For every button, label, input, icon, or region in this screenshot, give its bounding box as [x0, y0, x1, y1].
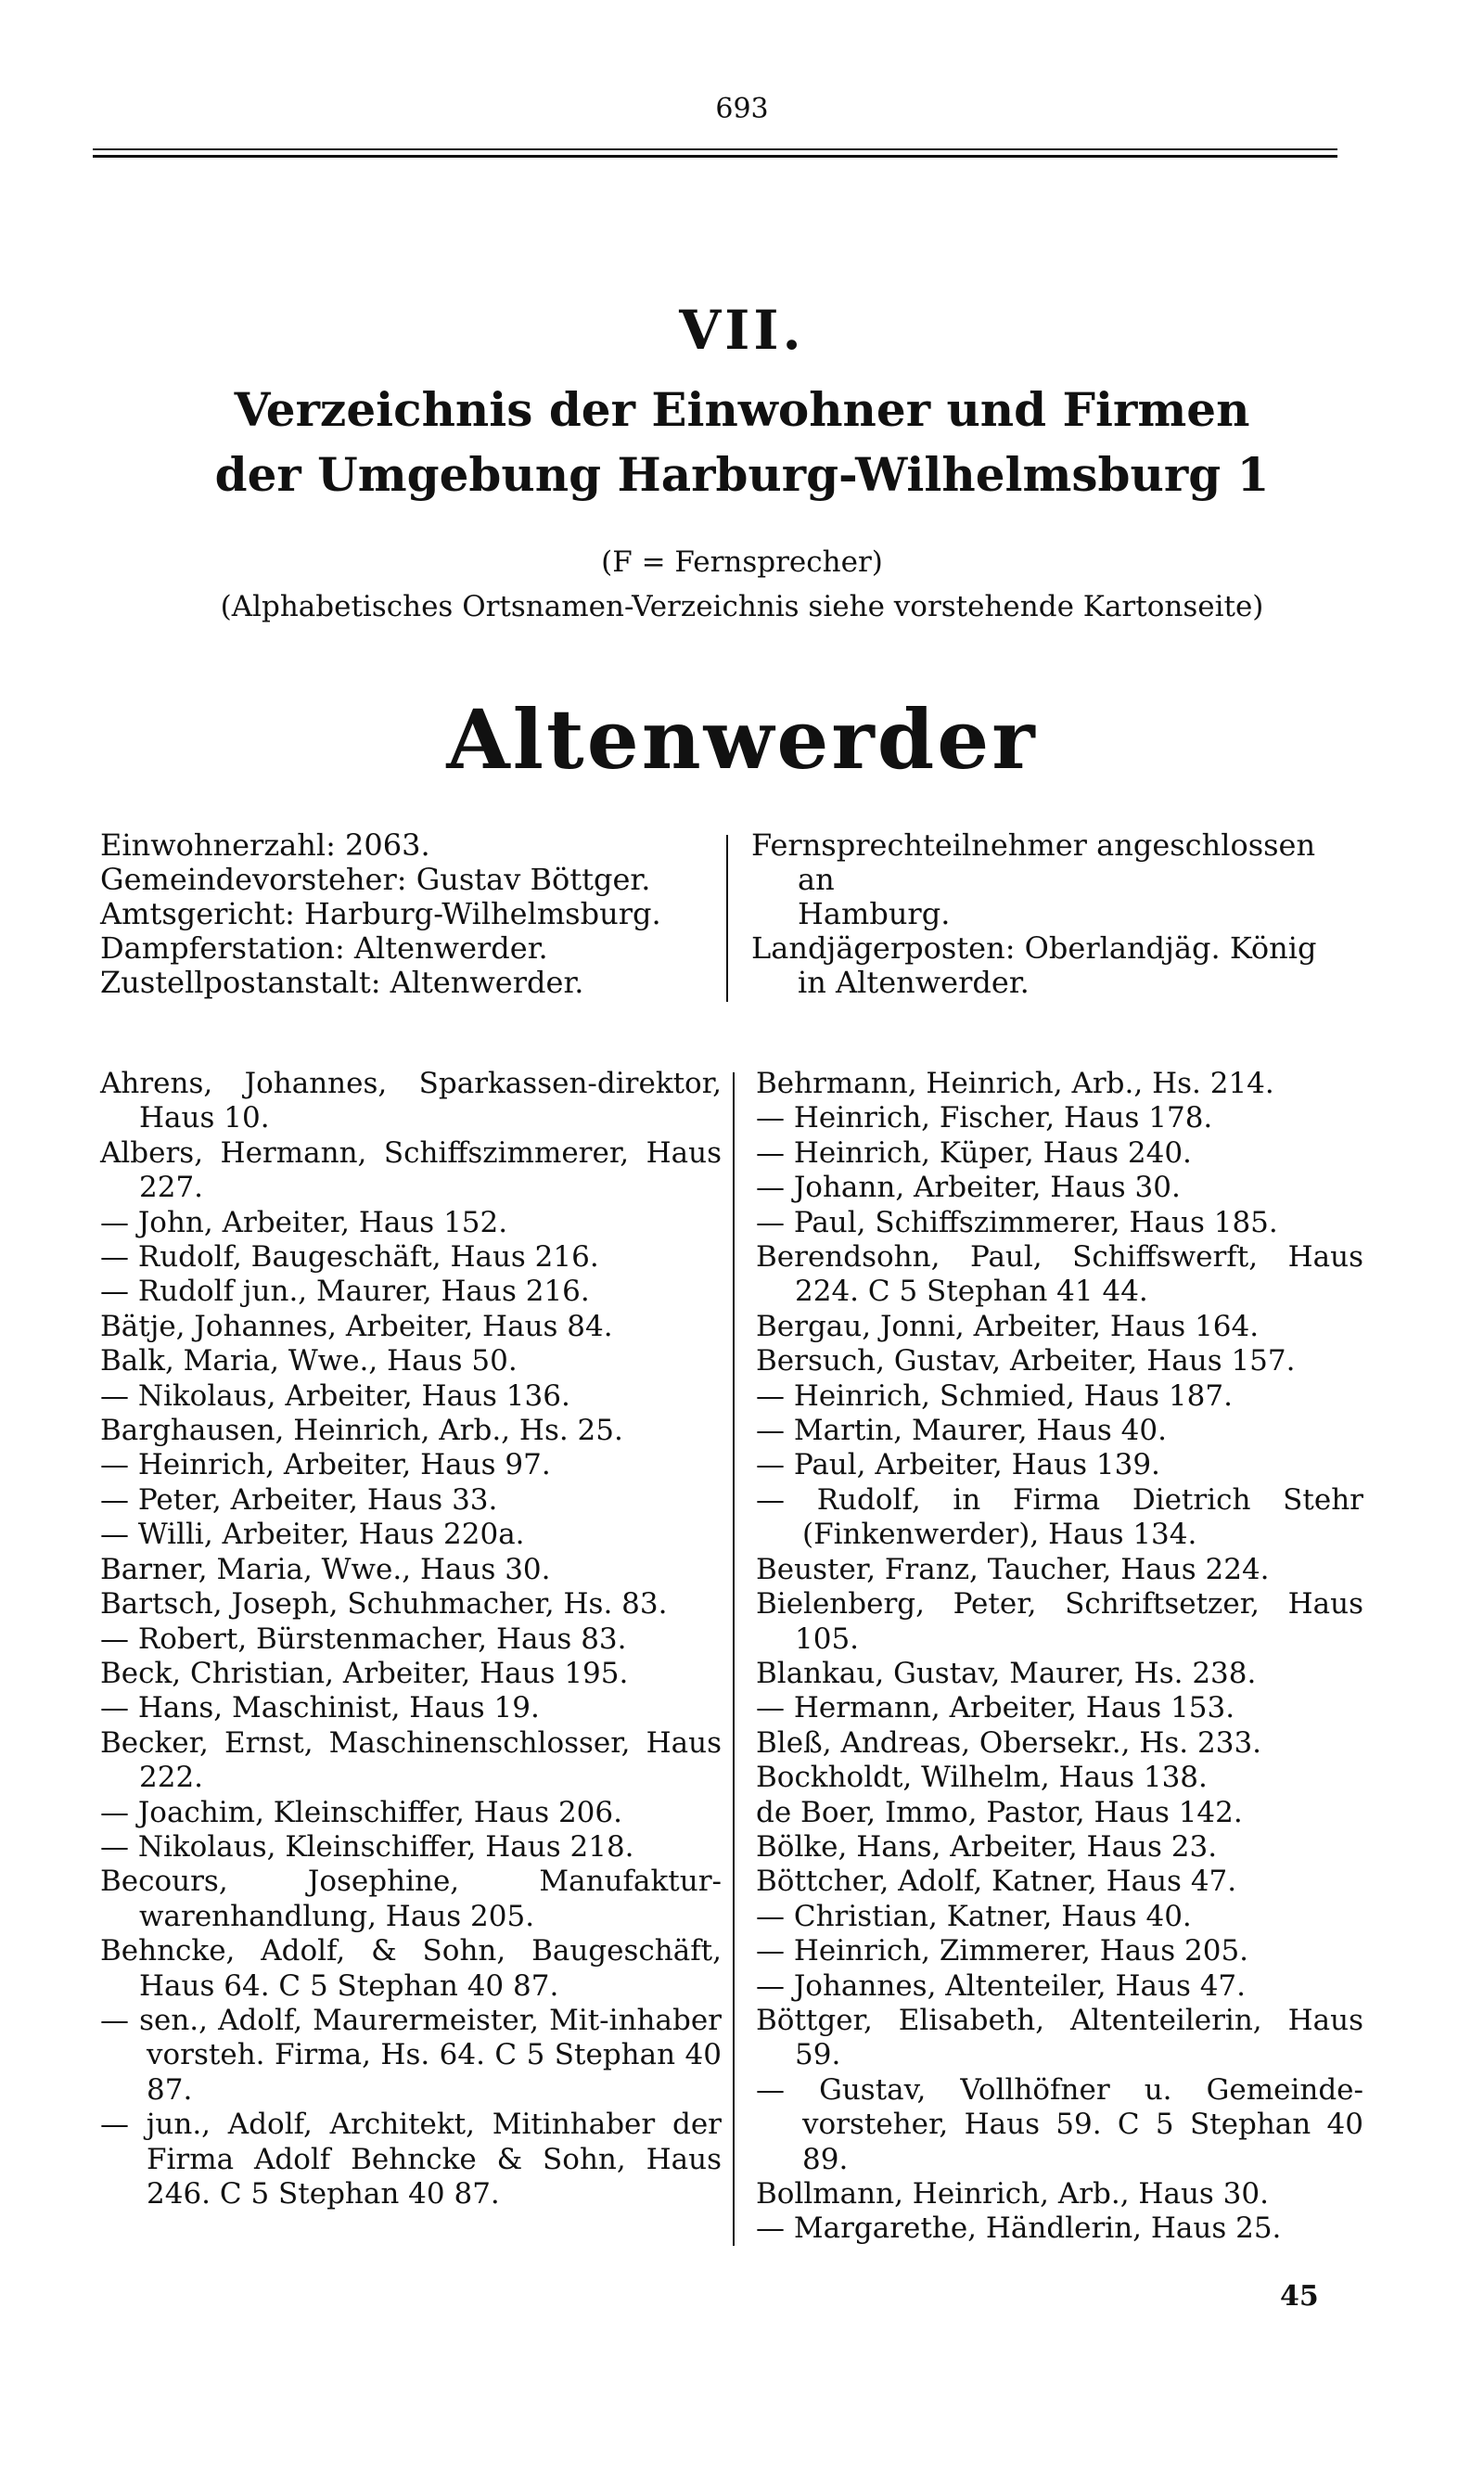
section-title-line1: Verzeichnis der Einwohner und Firmen	[234, 382, 1250, 437]
fact-line: in Altenwerder.	[798, 965, 1030, 1000]
directory-entry: — Nikolaus, Kleinschiffer, Haus 218.	[100, 1830, 722, 1865]
directory-entry: Beuster, Franz, Taucher, Haus 224.	[756, 1552, 1270, 1586]
header-rule-thin	[93, 148, 1337, 150]
directory-entry: Bielenberg, Peter, Schriftsetzer, Haus 105.	[756, 1587, 1363, 1656]
directory-entry: — Nikolaus, Arbeiter, Haus 136.	[100, 1379, 722, 1414]
fact-line: Gemeindevorsteher: Gustav Böttger.	[100, 862, 651, 897]
directory-entry: — Christian, Katner, Haus 40.	[756, 1900, 1363, 1934]
facts-right	[751, 828, 1354, 1000]
directory-entry: — sen., Adolf, Maurermeister, Mit-inhaber vorsteh. Firma, Hs. 64. C 5 Stephan 40 87.	[100, 2004, 722, 2108]
directory-entry: Blankau, Gustav, Maurer, Hs. 238.	[756, 1656, 1257, 1690]
directory-entry: Böttcher, Adolf, Katner, Haus 47.	[756, 1865, 1237, 1899]
fact-line: Zustellpostanstalt: Altenwerder.	[100, 965, 584, 1000]
directory-entry: Bockholdt, Wilhelm, Haus 138.	[756, 1761, 1208, 1795]
index-note: (Alphabetisches Ortsnamen-Verzeichnis siehe vorstehende Kartonseite)	[220, 590, 1264, 623]
directory-column-right	[756, 1067, 1363, 2247]
directory-entry: de Boer, Immo, Pastor, Haus 142.	[756, 1795, 1243, 1829]
directory-entry: — Rudolf jun., Maurer, Haus 216.	[100, 1275, 722, 1309]
facts-divider	[726, 835, 728, 1002]
directory-entry: Beck, Christian, Arbeiter, Haus 195.	[100, 1656, 629, 1690]
directory-entry: — Johannes, Altenteiler, Haus 47.	[756, 1969, 1363, 2004]
abbreviation-note: (F = Fernsprecher)	[601, 545, 883, 579]
directory-entry: Balk, Maria, Wwe., Haus 50.	[100, 1344, 518, 1378]
directory-entry: — Margarethe, Händlerin, Haus 25.	[756, 2211, 1363, 2246]
directory-entry: — Johann, Arbeiter, Haus 30.	[756, 1171, 1363, 1205]
directory-entry: — Joachim, Kleinschiffer, Haus 206.	[100, 1796, 722, 1830]
directory-entry: — Gustav, Vollhöfner u. Gemeinde-vorsteher, Haus 59. C 5 Stephan 40 89.	[756, 2073, 1363, 2177]
directory-entry: — Rudolf, in Firma Dietrich Stehr (Finkenwerder), Haus 134.	[756, 1483, 1363, 1553]
directory-entry: Albers, Hermann, Schiffszimmerer, Haus 227.	[100, 1135, 722, 1205]
directory-entry: Behncke, Adolf, & Sohn, Baugeschäft, Haus 64. C 5 Stephan 40 87.	[100, 1934, 722, 2003]
directory-entry: Bartsch, Joseph, Schuhmacher, Hs. 83.	[100, 1587, 668, 1622]
directory-entry: Bollmann, Heinrich, Arb., Haus 30.	[756, 2177, 1269, 2211]
directory-entry: — Martin, Maurer, Haus 40.	[756, 1414, 1363, 1448]
facts-left	[100, 828, 717, 1000]
section-number: VII.	[679, 299, 805, 362]
place-name: Altenwerder	[446, 691, 1038, 788]
directory-entry: Barghausen, Heinrich, Arb., Hs. 25.	[100, 1414, 623, 1448]
directory-entry: — Rudolf, Baugeschäft, Haus 216.	[100, 1240, 722, 1275]
directory-entry: Bölke, Hans, Arbeiter, Haus 23.	[756, 1829, 1218, 1864]
directory-entry: Böttger, Elisabeth, Altenteilerin, Haus 59.	[756, 2003, 1363, 2072]
directory-entry: Bätje, Johannes, Arbeiter, Haus 84.	[100, 1309, 613, 1343]
directory-entry: Ahrens, Johannes, Sparkassen-direktor, Haus 10.	[100, 1067, 722, 1135]
directory-entry: — John, Arbeiter, Haus 152.	[100, 1206, 722, 1240]
fact-line: Fernsprechteilnehmer angeschlossen an	[751, 827, 1316, 897]
directory-entry: Behrmann, Heinrich, Arb., Hs. 214.	[756, 1067, 1274, 1100]
directory-entry: — Heinrich, Schmied, Haus 187.	[756, 1379, 1363, 1414]
directory-entry: Berendsohn, Paul, Schiffswerft, Haus 224. C 5 Stephan 41 44.	[756, 1240, 1363, 1309]
page-number: 693	[715, 93, 769, 125]
directory-entry: Bleß, Andreas, Obersekr., Hs. 233.	[756, 1725, 1262, 1760]
directory-entry: Bergau, Jonni, Arbeiter, Haus 164.	[756, 1309, 1260, 1343]
header-rule-thick	[93, 155, 1337, 158]
directory-entry: — Heinrich, Zimmerer, Haus 205.	[756, 1934, 1363, 1968]
directory-entry: Barner, Maria, Wwe., Haus 30.	[100, 1552, 551, 1586]
fact-line: Landjägerposten: Oberlandjäg. König	[751, 930, 1317, 966]
directory-entry: — Heinrich, Arbeiter, Haus 97.	[100, 1448, 722, 1482]
directory-entry: — Willi, Arbeiter, Haus 220a.	[100, 1518, 722, 1552]
directory-entry: — jun., Adolf, Architekt, Mitinhaber der Firma Adolf Behncke & Sohn, Haus 246. C 5 Stephan 40 87.	[100, 2108, 722, 2211]
fact-line: Amtsgericht: Harburg-Wilhelmsburg.	[100, 896, 661, 931]
signature-mark: 45	[1280, 2280, 1319, 2313]
directory-entry: — Peter, Arbeiter, Haus 33.	[100, 1483, 722, 1518]
directory-entry: — Robert, Bürstenmacher, Haus 83.	[100, 1622, 722, 1657]
directory-entry: Bersuch, Gustav, Arbeiter, Haus 157.	[756, 1344, 1296, 1378]
fact-line: Dampferstation: Altenwerder.	[100, 930, 548, 966]
directory-entry: — Hans, Maschinist, Haus 19.	[100, 1691, 722, 1725]
section-title-line2: der Umgebung Harburg-Wilhelmsburg 1	[214, 447, 1270, 502]
directory-entry: — Paul, Arbeiter, Haus 139.	[756, 1448, 1363, 1482]
directory-entry: — Heinrich, Fischer, Haus 178.	[756, 1101, 1363, 1135]
directory-entry: — Heinrich, Küper, Haus 240.	[756, 1136, 1363, 1171]
column-divider	[733, 1072, 735, 2246]
directory-entry: Becours, Josephine, Manufaktur-warenhandlung, Haus 205.	[100, 1865, 722, 1933]
directory-entry: Becker, Ernst, Maschinenschlosser, Haus 222.	[100, 1725, 722, 1795]
directory-column-left	[100, 1067, 722, 2211]
directory-entry: — Hermann, Arbeiter, Haus 153.	[756, 1691, 1363, 1725]
fact-line: Einwohnerzahl: 2063.	[100, 827, 430, 863]
directory-entry: — Paul, Schiffszimmerer, Haus 185.	[756, 1206, 1363, 1240]
fact-line: Hamburg.	[798, 896, 951, 931]
